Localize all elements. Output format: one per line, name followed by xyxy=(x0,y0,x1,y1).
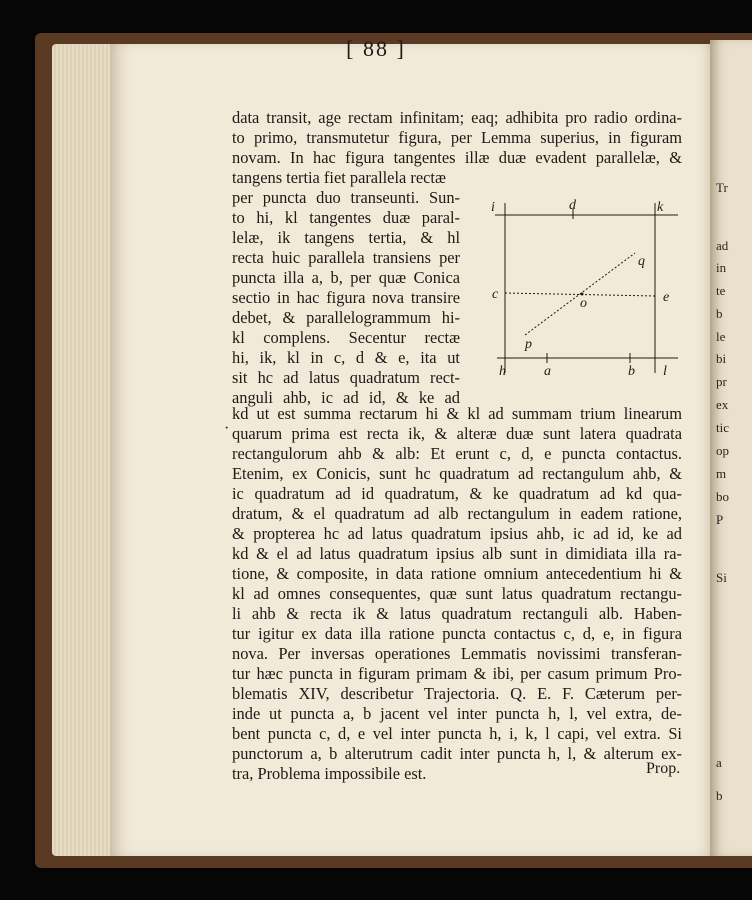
label-k: k xyxy=(657,200,664,215)
text-line: nova. Per inversas operationes Lemmatis novissimi transferan- xyxy=(232,644,682,663)
text-line: data transit, age rectam infinitam; eaq; adhibita pro radio ordina- xyxy=(232,108,682,127)
label-l: l xyxy=(663,364,667,379)
next-page-fragment: tic xyxy=(716,420,729,435)
next-page-fragment: ex xyxy=(716,397,729,412)
text-line: tione, & composite, in data ratione omnium antecedentium hi & xyxy=(232,564,682,583)
text-line-narrow: sit hc ad latus quadratum rect- xyxy=(232,368,460,387)
text-line-narrow: to hi, kl tangentes duæ paral- xyxy=(232,208,460,227)
text-line: Etenim, ex Conicis, sunt hc quadratum ad rectangulum ahb, & xyxy=(232,464,682,483)
next-page-fragment: a xyxy=(716,755,722,770)
text-line: tangens tertia fiet parallela rectæ xyxy=(232,168,446,187)
next-page-fragment: pr xyxy=(716,374,727,389)
text-line: blematis XIV, describetur Trajectoria. Q. E. F. Cæterum per- xyxy=(232,684,682,703)
next-page-fragment: b xyxy=(716,788,723,803)
text-line-narrow: kl complens. Secentur rectæ xyxy=(232,328,460,347)
page-number: [ 88 ] xyxy=(346,36,406,61)
next-page-fragment: Si xyxy=(716,570,727,585)
text-line: ic quadratum ad id quadratum, & ke quadratum ad kd qua- xyxy=(232,484,682,503)
text-line: bent puncta c, d, e vel inter puncta h, i, k, l capi, vel extra. Si xyxy=(232,724,682,743)
text-line-narrow: puncta illa a, b, per quæ Conica xyxy=(232,268,460,287)
next-page-fragment: ad xyxy=(716,238,729,253)
next-page-fragment: b xyxy=(716,306,723,321)
text-line-narrow: anguli ahb, ic ad id, & ke ad xyxy=(232,388,460,407)
text-line: kl ad omnes consequentes, quæ sunt latus quadratum rectangu- xyxy=(232,584,682,603)
text-line-narrow: lelæ, ik tangens tertia, & hl xyxy=(232,228,460,247)
page-edges xyxy=(52,44,114,856)
text-line: kd ut est summa rectarum hi & kl ad summam trium linearum xyxy=(232,404,682,423)
label-o: o xyxy=(580,296,587,311)
text-line-narrow: recta huic parallela transiens per xyxy=(232,248,460,267)
text-line: tur igitur ex data illa ratione puncta contactus c, d, e, in figura xyxy=(232,624,682,643)
text-line: li ahb & recta ik & latus quadratum rectanguli alb. Haben- xyxy=(232,604,682,623)
text-line: tra, Problema impossibile est. xyxy=(232,764,427,783)
text-line-narrow: per puncta duo transeunti. Sun- xyxy=(232,188,460,207)
next-page-fragment: te xyxy=(716,283,726,298)
text-line: punctorum a, b alterutrum cadit inter puncta h, l, & alterum ex- xyxy=(232,744,682,763)
catchword: Prop. xyxy=(646,760,681,777)
label-c: c xyxy=(492,287,499,302)
label-d: d xyxy=(569,198,576,213)
margin-mark: · xyxy=(224,420,230,437)
text-line: novam. In hac figura tangentes illæ duæ evadent parallelæ, & xyxy=(232,148,682,167)
next-page-fragment: Tr xyxy=(716,180,728,195)
label-i: i xyxy=(491,200,495,215)
text-line: rectangulorum ahb & alb: Et erunt c, d, e puncta contactus. xyxy=(232,444,682,463)
text-line: kd & el ad latus quadratum ipsius alb sunt in dimidiata illa ra- xyxy=(232,544,682,563)
label-a: a xyxy=(544,364,551,379)
label-p: p xyxy=(525,337,532,352)
text-line-narrow: sectio in hac figura nova transire xyxy=(232,288,460,307)
next-page-fragment: bo xyxy=(716,489,729,504)
next-page-fragment: op xyxy=(716,443,729,458)
text-line: inde ut puncta a, b jacent vel inter puncta h, l, vel extra, de- xyxy=(232,704,682,723)
next-page-fragment: P xyxy=(716,512,724,527)
label-q: q xyxy=(638,254,645,269)
text-line: dratum, & el quadratum ad alb rectangulum in eadem ratione, xyxy=(232,504,682,523)
text-line: to primo, transmutetur figura, per Lemma superius, in figuram xyxy=(232,128,682,147)
geometric-figure xyxy=(485,193,685,383)
next-page-fragment: m xyxy=(716,466,727,481)
next-page-sliver xyxy=(710,40,752,856)
label-h: h xyxy=(499,364,506,379)
text-line-narrow: debet, & parallelogrammum hi- xyxy=(232,308,460,327)
label-e: e xyxy=(663,290,670,305)
text-line: quarum prima est recta ik, & alteræ duæ sunt latera quadrata xyxy=(232,424,682,443)
next-page-fragment: bi xyxy=(716,351,727,366)
next-page-fragment: in xyxy=(716,260,727,275)
text-line-narrow: hi, ik, kl in c, d & e, ita ut xyxy=(232,348,460,367)
label-b: b xyxy=(628,364,635,379)
next-page-fragment: le xyxy=(716,329,726,344)
text-line: & propterea hc ad latus quadratum ipsius ahb, ic ad id, ke ad xyxy=(232,524,682,543)
text-line: tur hæc puncta in figuram primam & ibi, per casum primum Pro- xyxy=(232,664,682,683)
